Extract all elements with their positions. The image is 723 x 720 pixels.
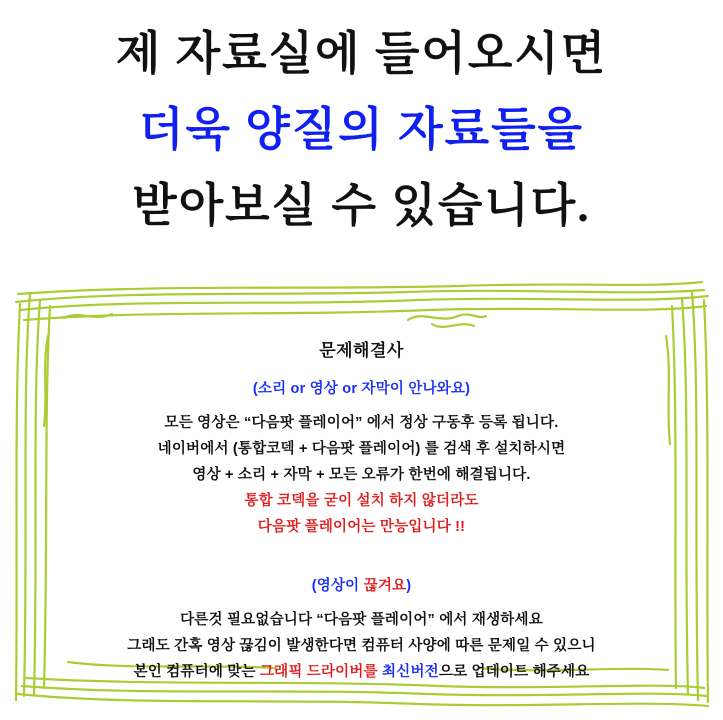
section2-subtitle-suffix: ) [406,578,412,594]
section2-subtitle-prefix: (영상이 [311,578,364,594]
section2-line-1: 다른것 필요없습니다 “다음팟 플레이어” 에서 재생하세요 [180,612,543,628]
notice-section-2 [40,574,683,685]
section2-last-line [40,659,683,685]
headline-block [0,16,723,244]
section1-subtitle: (소리 or 영상 or 자막이 안나와요) [252,381,471,397]
section1-line-1: 모든 영상은 “다음팟 플레이어” 에서 정상 구동후 등록 됩니다. [164,415,559,431]
section-gap [40,540,683,566]
section1-line-3: 영상 + 소리 + 자막 + 모든 오류가 한번에 해결됩니다. [192,467,531,483]
notice-section-1 [40,377,683,540]
section1-line-4: 통합 코덱을 굳이 설치 하지 않더라도 [244,493,479,509]
section1-line-2: 네이버에서 (통합코덱 + 다음팟 플레이어) 를 검색 후 설치하시면 [157,441,566,457]
notice-title: 문제해결사 [319,341,404,360]
section2-subtitle [40,574,683,595]
notice-content [40,336,683,685]
section2-subtitle-highlight: 끊겨요 [363,578,407,594]
section1-line-5: 다음팟 플레이어는 만능입니다 !! [257,519,466,535]
headline-line-2: 더욱 양질의 자료들을 [139,104,584,155]
headline-line-3: 받아보실 수 있습니다. [132,180,591,231]
last-line-part-4: 으로 업데이트 해주세요 [438,664,590,680]
headline-line-1: 제 자료실에 들어오시면 [115,28,608,79]
last-line-part-3: 최신버전 [377,664,439,680]
last-line-part-2: 그래픽 드라이버를 [259,664,378,680]
last-line-part-1: 본인 컴퓨터에 맞는 [133,664,260,680]
section2-line-2: 그래도 간혹 영상 끊김이 발생한다면 컴퓨터 사양에 따른 문제일 수 있으니 [127,638,596,654]
